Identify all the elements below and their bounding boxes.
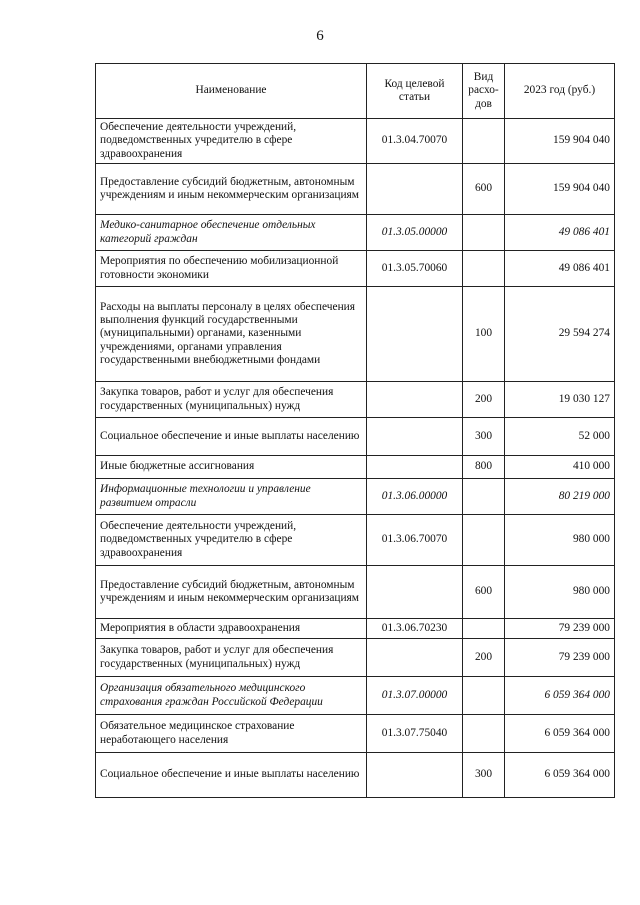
cell-name: Обеспечение деятельности учреждений, подведомственных учредителю в сфере здравоохранения	[96, 119, 367, 164]
cell-name: Медико-санитарное обеспечение отдельных категорий граждан	[96, 215, 367, 251]
cell-sum: 79 239 000	[505, 619, 615, 639]
cell-name: Расходы на выплаты персоналу в целях обеспечения выполнения функций государственными (муниципальными) органами, казенными учреждениями, органами управления государственными внебюджетными фондами	[96, 287, 367, 382]
table-body	[96, 119, 615, 798]
cell-sum: 52 000	[505, 418, 615, 456]
cell-vid: 800	[463, 456, 505, 479]
table-row	[96, 715, 615, 753]
table-row	[96, 639, 615, 677]
cell-vid: 300	[463, 753, 505, 798]
cell-vid	[463, 251, 505, 287]
cell-vid: 100	[463, 287, 505, 382]
cell-code	[367, 164, 463, 215]
cell-vid	[463, 479, 505, 515]
cell-code	[367, 566, 463, 619]
cell-name: Социальное обеспечение и иные выплаты населению	[96, 418, 367, 456]
cell-sum: 980 000	[505, 566, 615, 619]
cell-code: 01.3.07.75040	[367, 715, 463, 753]
cell-vid: 600	[463, 566, 505, 619]
cell-code: 01.3.06.70070	[367, 515, 463, 566]
cell-code: 01.3.05.70060	[367, 251, 463, 287]
table-row	[96, 479, 615, 515]
cell-sum: 19 030 127	[505, 382, 615, 418]
cell-vid	[463, 619, 505, 639]
table-row	[96, 566, 615, 619]
header-year: 2023 год (руб.)	[505, 64, 615, 119]
cell-vid	[463, 715, 505, 753]
cell-code: 01.3.05.00000	[367, 215, 463, 251]
cell-code	[367, 753, 463, 798]
cell-vid	[463, 119, 505, 164]
cell-sum: 159 904 040	[505, 119, 615, 164]
cell-name: Информационные технологии и управление развитием отрасли	[96, 479, 367, 515]
page-number: 6	[316, 28, 324, 44]
cell-sum: 79 239 000	[505, 639, 615, 677]
table-row	[96, 753, 615, 798]
cell-sum: 80 219 000	[505, 479, 615, 515]
cell-sum: 6 059 364 000	[505, 715, 615, 753]
table-header-row	[96, 64, 615, 119]
cell-name: Иные бюджетные ассигнования	[96, 456, 367, 479]
cell-sum: 159 904 040	[505, 164, 615, 215]
cell-name: Закупка товаров, работ и услуг для обеспечения государственных (муниципальных) нужд	[96, 382, 367, 418]
cell-code	[367, 456, 463, 479]
table-row	[96, 164, 615, 215]
table-row	[96, 677, 615, 715]
table-row	[96, 215, 615, 251]
cell-name: Мероприятия в области здравоохранения	[96, 619, 367, 639]
cell-sum: 29 594 274	[505, 287, 615, 382]
cell-vid	[463, 677, 505, 715]
cell-vid: 200	[463, 639, 505, 677]
cell-sum: 980 000	[505, 515, 615, 566]
header-name: Наименование	[96, 64, 367, 119]
table-row	[96, 382, 615, 418]
table-row	[96, 119, 615, 164]
cell-code: 01.3.06.70230	[367, 619, 463, 639]
table-row	[96, 515, 615, 566]
cell-name: Закупка товаров, работ и услуг для обеспечения государственных (муниципальных) нужд	[96, 639, 367, 677]
header-vid: Вид расхо-дов	[463, 64, 505, 119]
cell-name: Обязательное медицинское страхование неработающего населения	[96, 715, 367, 753]
table-row	[96, 456, 615, 479]
header-code: Код целевой статьи	[367, 64, 463, 119]
table-row	[96, 287, 615, 382]
cell-code	[367, 418, 463, 456]
cell-sum: 6 059 364 000	[505, 753, 615, 798]
cell-code: 01.3.04.70070	[367, 119, 463, 164]
cell-name: Организация обязательного медицинского страхования граждан Российской Федерации	[96, 677, 367, 715]
cell-code: 01.3.07.00000	[367, 677, 463, 715]
cell-code	[367, 287, 463, 382]
cell-sum: 6 059 364 000	[505, 677, 615, 715]
cell-name: Мероприятия по обеспечению мобилизационной готовности экономики	[96, 251, 367, 287]
cell-code: 01.3.06.00000	[367, 479, 463, 515]
cell-vid: 200	[463, 382, 505, 418]
cell-vid: 300	[463, 418, 505, 456]
cell-sum: 49 086 401	[505, 251, 615, 287]
cell-name: Предоставление субсидий бюджетным, автономным учреждениям и иным некоммерческим организациям	[96, 566, 367, 619]
table-row	[96, 251, 615, 287]
budget-table	[95, 63, 615, 798]
cell-vid	[463, 515, 505, 566]
cell-sum: 49 086 401	[505, 215, 615, 251]
cell-code	[367, 639, 463, 677]
table-row	[96, 418, 615, 456]
cell-vid: 600	[463, 164, 505, 215]
cell-sum: 410 000	[505, 456, 615, 479]
cell-name: Предоставление субсидий бюджетным, автономным учреждениям и иным некоммерческим организациям	[96, 164, 367, 215]
table-row	[96, 619, 615, 639]
cell-name: Социальное обеспечение и иные выплаты населению	[96, 753, 367, 798]
cell-vid	[463, 215, 505, 251]
cell-name: Обеспечение деятельности учреждений, подведомственных учредителю в сфере здравоохранения	[96, 515, 367, 566]
cell-code	[367, 382, 463, 418]
